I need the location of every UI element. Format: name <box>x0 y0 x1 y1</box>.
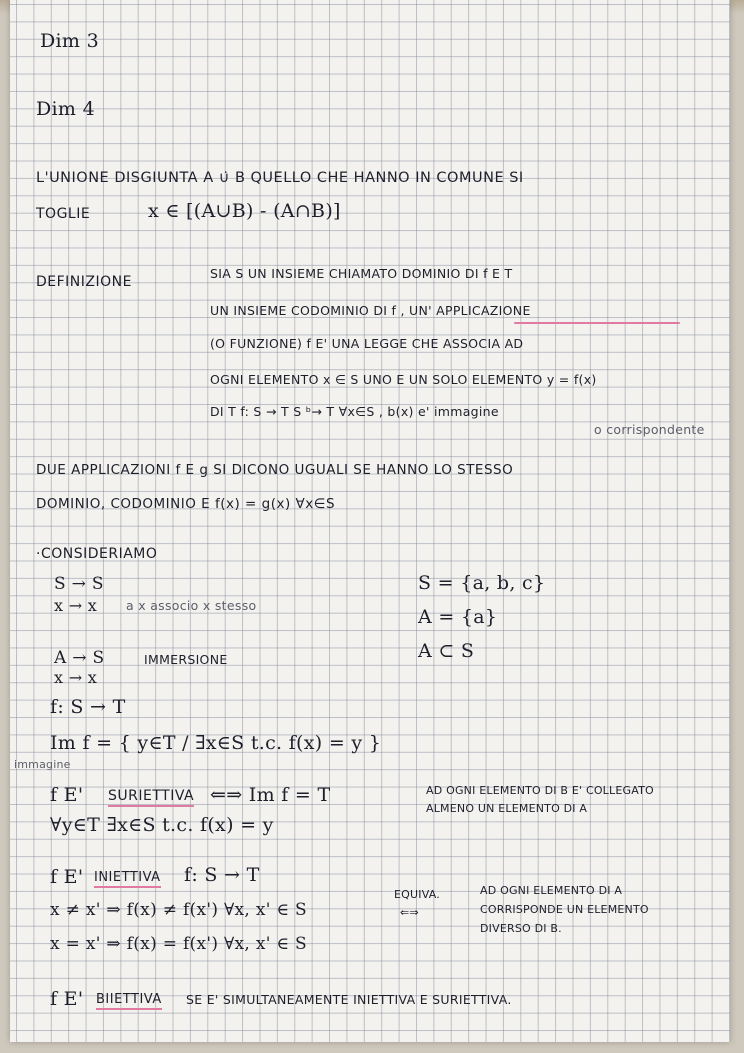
identity-bottom: x → x <box>54 596 98 615</box>
definition-line-6: o corrispondente <box>594 422 705 437</box>
immersion-bottom: x → x <box>54 668 98 687</box>
identity-note: a x associo x stesso <box>126 598 257 613</box>
equal-apps-line-1: DUE APPLICAZIONI f E g SI DICONO UGUALI SE HANNO LO STESSO <box>36 462 514 478</box>
union-line-2-word: TOGLIE <box>36 206 91 222</box>
image-definition: Im f = { y∈T / ∃x∈S t.c. f(x) = y } <box>50 732 382 754</box>
injective-note-1: AD OGNI ELEMENTO DI A <box>480 884 623 897</box>
union-line-1: L'UNIONE DISGIUNTA A ∪̇ B QUELLO CHE HANNO IN COMUNE SI <box>36 170 524 186</box>
subset: A ⊂ S <box>418 640 475 662</box>
definition-line-3: (O FUNZIONE) f E' UNA LEGGE CHE ASSOCIA AD <box>210 336 524 351</box>
consider-label: ·CONSIDERIAMO <box>36 546 158 562</box>
definition-label: DEFINIZIONE <box>36 274 132 290</box>
injective-note-2: CORRISPONDE UN ELEMENTO <box>480 903 649 916</box>
equiva-label: EQUIVA. <box>394 888 440 901</box>
equiva-arrow: ⇐⇒ <box>400 906 419 919</box>
immersion-label: IMMERSIONE <box>144 652 228 667</box>
definition-line-4: OGNI ELEMENTO x ∈ S UNO E UN SOLO ELEMENTO y = f(x) <box>210 372 597 387</box>
injective-line-2: x ≠ x' ⇒ f(x) ≠ f(x') ∀x, x' ∈ S <box>50 900 307 920</box>
definition-line-1: SIA S UN INSIEME CHIAMATO DOMINIO DI f E T <box>210 266 513 281</box>
heading-dim3: Dim 3 <box>40 30 99 52</box>
injective-prefix: f E' <box>50 866 84 888</box>
equal-apps-line-2: DOMINIO, CODOMINIO E f(x) = g(x) ∀x∈S <box>36 496 336 512</box>
surjective-prefix: f E' <box>50 784 84 806</box>
surjective-note-1: AD OGNI ELEMENTO DI B E' COLLEGATO <box>426 784 654 797</box>
injective-map: f: S → T <box>184 864 260 886</box>
identity-top: S → S <box>54 574 104 594</box>
surjective-note-2: ALMENO UN ELEMENTO DI A <box>426 802 588 815</box>
bijective-keyword: BIIETTIVA <box>96 992 162 1010</box>
definition-line-5: DI T f: S → T S ᵇ→ T ∀x∈S , b(x) e' immagine <box>210 404 499 419</box>
injective-keyword: INIETTIVA <box>94 870 161 888</box>
map-f: f: S → T <box>50 696 126 718</box>
bijective-prefix: f E' <box>50 988 84 1010</box>
injective-note-3: DIVERSO DI B. <box>480 922 562 935</box>
set-a: A = {a} <box>418 606 498 628</box>
set-s: S = {a, b, c} <box>418 572 546 594</box>
highlight-underline <box>514 322 680 324</box>
immersion-top: A → S <box>54 648 105 668</box>
surjective-keyword: SURIETTIVA <box>108 788 194 807</box>
image-note: immagine <box>14 758 71 771</box>
definition-line-2: UN INSIEME CODOMINIO DI f , UN' APPLICAZIONE <box>210 303 531 318</box>
bijective-suffix: SE E' SIMULTANEAMENTE INIETTIVA E SURIETTIVA. <box>186 992 512 1007</box>
surjective-line-2: ∀y∈T ∃x∈S t.c. f(x) = y <box>50 814 274 836</box>
heading-dim4: Dim 4 <box>36 98 95 120</box>
surjective-condition: ⇐⇒ Im f = T <box>210 784 331 806</box>
notebook-page <box>10 0 730 1042</box>
injective-line-3: x = x' ⇒ f(x) = f(x') ∀x, x' ∈ S <box>50 934 307 954</box>
union-formula: x ∈ [(A∪B) - (A∩B)] <box>148 200 341 222</box>
